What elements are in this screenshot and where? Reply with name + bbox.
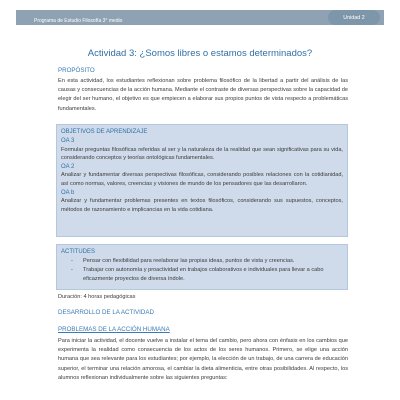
activity-title: Actividad 3: ¿Somos libres o estamos determinados? [87, 48, 313, 59]
actitudes-box [56, 244, 348, 290]
oa-text: Formular preguntas filosóficas referidas al ser y la naturaleza de la realidad que sean significativas para su vida, considerando conceptos y teorías ontológicas fundamentales. [61, 146, 343, 162]
desarrollo-heading: DESARROLLO DE LA ACTIVIDAD [58, 309, 154, 316]
oa-label: OA 2 [61, 163, 75, 170]
actitudes-list [61, 257, 343, 283]
actitud-text: Trabajar con autonomía y proactividad en trabajos colaborativos e individuales para llevar a cabo eficazmente proyectos de diversa índole. [83, 266, 324, 282]
bullet-dash: - [71, 258, 73, 264]
oa-text: Analizar y fundamentar diversas perspectivas filosóficas, considerando posibles relaciones con la cotidianidad, así como normas, valores, creencias y visiones de mundo de los pensadores que las desarrollaron. [61, 172, 343, 187]
bullet-dash: - [71, 266, 73, 273]
problemas-text: Para iniciar la actividad, el docente vuelve a instalar el tema del cambio, pero ahora con énfasis en los cambios que experimenta la realidad como consecuencia de los actos de los seres humanos. Primero, se elige una acción humana que sea relevante para los estudiantes; por ejemplo, la elección de un trabajo, de una carrera de educación superior, el terminar una relación amorosa, el cambiar la dieta alimenticia, entre otras posibilidades. Al respecto, los alumnos reflexionan individualmente sobre las siguientes preguntas: [58, 338, 348, 381]
duracion-text: Duración: 4 horas pedagógicas [58, 294, 136, 300]
problemas-heading: PROBLEMAS DE LA ACCIÓN HUMANA [58, 326, 170, 333]
objetivos-box [56, 124, 348, 237]
oa-text: Analizar y fundamentar problemas presentes en textos filosóficos, considerando sus supuestos, conceptos, métodos de razonamiento e implicancias en la vida cotidiana. [61, 198, 343, 213]
actitud-text: Pensar con flexibilidad para reelaborar las propias ideas, puntos de vista y creencias. [83, 258, 295, 264]
unit-badge: Unidad 2 [328, 10, 380, 25]
proposito-text: En esta actividad, los estudiantes reflexionan sobre problema filosófico de la libertad a partir del análisis de las causas y consecuencias de la acción humana. Mediante el contraste de diversas perspectivas sobre la capacidad de elegir del ser humano, el objetivo es que empiecen a elaborar sus propios puntos de vista respecto a problemáticas fundamentales. [58, 78, 348, 112]
program-label: Programa de Estudio Filosofía 3° medio [34, 18, 123, 24]
proposito-heading: PROPÓSITO [58, 67, 95, 74]
oa-label: OA b [61, 189, 75, 196]
list-item [71, 266, 339, 284]
objetivos-heading: OBJETIVOS DE APRENDIZAJE [61, 129, 148, 135]
oa-label: OA 3 [61, 138, 75, 144]
list-item [71, 257, 339, 266]
actitudes-heading: ACTITUDES [61, 249, 96, 255]
